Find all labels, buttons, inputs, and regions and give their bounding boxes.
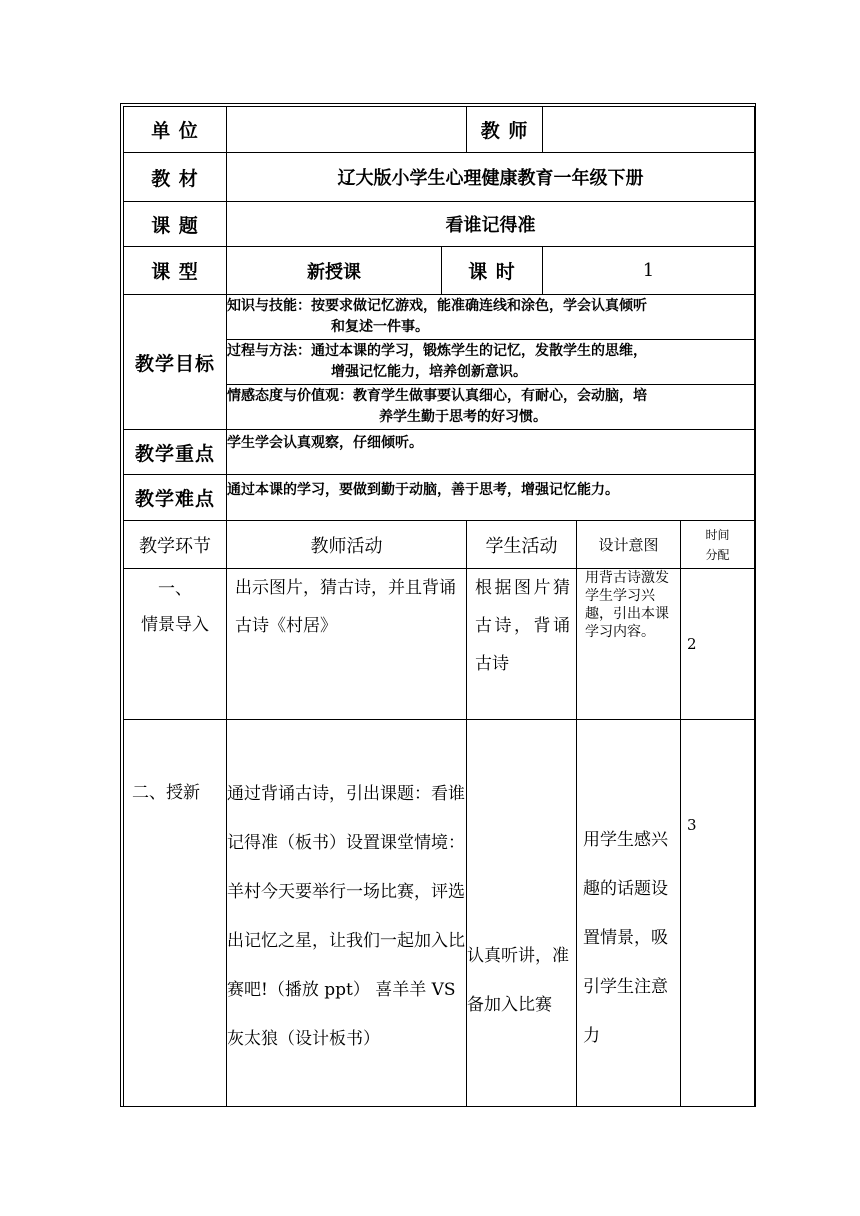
unit-label: 单 位 [124, 107, 227, 153]
row-type [124, 247, 755, 295]
topic-value: 看谁记得准 [227, 202, 755, 247]
col-teacher-header: 教师活动 [227, 521, 467, 569]
row-column-headers [124, 521, 755, 569]
teacher-activity: 通过背诵古诗，引出课题：看谁记得准（板书）设置课堂情境：羊村今天要举行一场比赛，评选出记忆之星，让我们一起加入比赛吧!（播放 ppt） 喜羊羊 VS 灰太狼（设计板书） [227, 720, 467, 1107]
hours-value: 1 [543, 247, 755, 295]
col-intent-header: 设计意图 [577, 521, 681, 569]
objective-process [227, 340, 755, 385]
design-intent: 用背古诗激发学生学习兴趣，引出本课学习内容。 [577, 569, 681, 720]
col-time-header-line2: 分配 [705, 547, 730, 562]
type-label: 课 型 [124, 247, 227, 295]
hours-label: 课 时 [442, 247, 543, 295]
stage-line1: 一、 [158, 579, 192, 599]
unit-value [227, 107, 467, 153]
stage-cell: 二、授新 [124, 720, 227, 1107]
time-allocation: 2 [681, 569, 755, 720]
objective-emotion-line1: 情感态度与价值观：教育学生做事要认真细心，有耐心，会动脑，培 [227, 388, 647, 404]
type-value: 新授课 [227, 247, 442, 295]
objective-process-line2: 增强记忆能力，培养创新意识。 [331, 364, 527, 380]
col-time-header [681, 521, 755, 569]
table-row [124, 569, 755, 720]
stage-cell [124, 569, 227, 720]
col-time-header-line1: 时间 [705, 527, 730, 542]
difficulty-label: 教学难点 [124, 475, 227, 521]
topic-label: 课 题 [124, 202, 227, 247]
objectives-label: 教学目标 [124, 295, 227, 430]
objective-process-line1: 过程与方法：通过本课的学习，锻炼学生的记忆，发散学生的思维， [227, 343, 647, 359]
student-activity: 认真听讲，准备加入比赛 [467, 720, 577, 1107]
stage-line2: 情景导入 [141, 615, 209, 635]
row-key-point [124, 430, 755, 475]
row-objective-1 [124, 295, 755, 340]
objective-emotion [227, 385, 755, 430]
student-activity: 根据图片猜古诗，背诵古诗 [467, 569, 577, 720]
col-student-header: 学生活动 [467, 521, 577, 569]
key-point-label: 教学重点 [124, 430, 227, 475]
table-row [124, 720, 755, 1107]
objective-knowledge-line2: 和复述一件事。 [331, 319, 429, 335]
row-unit [124, 107, 755, 153]
row-difficulty [124, 475, 755, 521]
time-allocation: 3 [681, 720, 755, 1107]
row-topic [124, 202, 755, 247]
teacher-label: 教 师 [467, 107, 543, 153]
textbook-value: 辽大版小学生心理健康教育一年级下册 [227, 153, 755, 202]
objective-emotion-line2: 养学生勤于思考的好习惯。 [379, 409, 547, 425]
difficulty-value: 通过本课的学习，要做到勤于动脑，善于思考，增强记忆能力。 [227, 475, 755, 521]
objective-knowledge [227, 295, 755, 340]
col-stage-header: 教学环节 [124, 521, 227, 569]
teacher-activity: 出示图片，猜古诗，并且背诵古诗《村居》 [227, 569, 467, 720]
key-point-value: 学生学会认真观察，仔细倾听。 [227, 430, 755, 475]
row-textbook [124, 153, 755, 202]
textbook-label: 教 材 [124, 153, 227, 202]
objective-knowledge-line1: 知识与技能：按要求做记忆游戏，能准确连线和涂色，学会认真倾听 [227, 298, 647, 314]
lesson-plan-table [123, 106, 755, 1107]
design-intent: 用学生感兴趣的话题设置情景，吸引学生注意力 [577, 720, 681, 1107]
teacher-value [543, 107, 755, 153]
